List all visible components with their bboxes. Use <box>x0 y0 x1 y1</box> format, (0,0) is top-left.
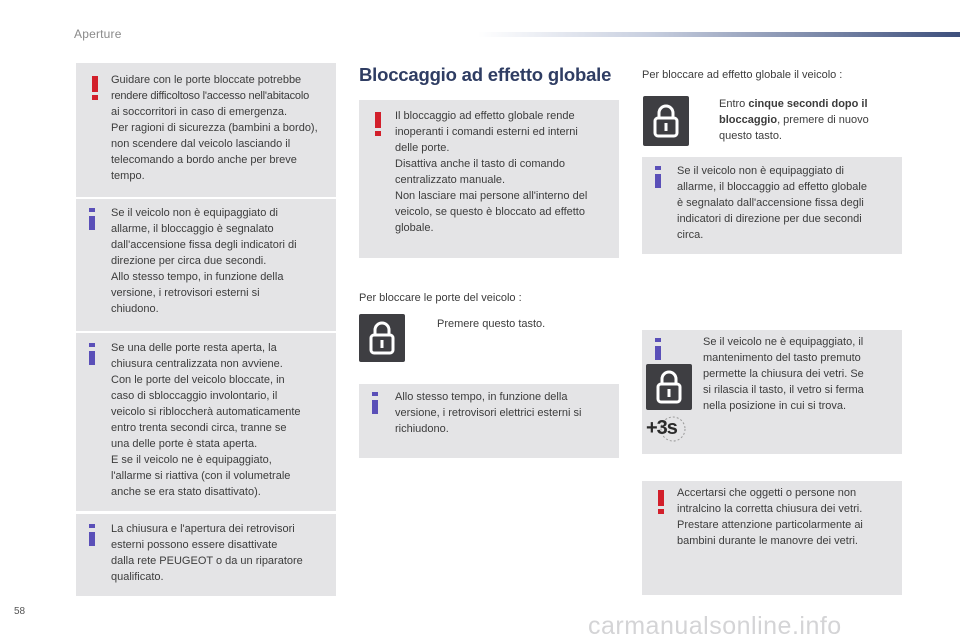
instruction-step-global <box>719 96 899 144</box>
text-line: circa. <box>677 229 704 241</box>
watermark: carmanualsonline.info <box>588 612 842 640</box>
warning-box-windows <box>642 481 902 595</box>
instruction-intro: Per bloccare le porte del veicolo : <box>359 292 522 304</box>
text-line: Allo stesso tempo, in funzione della <box>395 391 568 403</box>
warning-box-doors-locked <box>76 63 336 197</box>
text-line: Per ragioni di sicurezza (bambini a bordo), <box>111 122 318 134</box>
text-line: Il bloccaggio ad effetto globale rende <box>395 110 575 122</box>
text-line: chiudono. <box>111 303 159 315</box>
text-line: versione, i retrovisori esterni si <box>111 287 260 299</box>
warning-exclamation-icon <box>92 76 98 100</box>
info-box-mirrors <box>76 514 336 596</box>
text-line: allarme, il bloccaggio ad effetto globale <box>677 181 867 193</box>
text-line: chiusura centralizzata non avviene. <box>111 358 283 370</box>
text-line: esterni possono essere disattivate <box>111 539 278 551</box>
hold-3-seconds-badge <box>645 414 689 444</box>
text-line: E se il veicolo ne è equipaggiato, <box>111 454 272 466</box>
lock-icon <box>359 314 405 362</box>
text-line: ai soccorritori in caso di emergenza. <box>111 106 288 118</box>
text-line: globale. <box>395 222 434 234</box>
info-box-mirrors-fold <box>359 384 619 458</box>
page-section-title: Aperture <box>74 27 122 41</box>
warning-box-global-lock <box>359 100 619 258</box>
text-line: veicolo si ribloccherà automaticamente <box>111 406 301 418</box>
text-line: Se il veicolo ne è equipaggiato, il <box>703 336 864 348</box>
lock-button-tile <box>646 364 692 410</box>
text-line: Se il veicolo non è equipaggiato di <box>111 207 278 219</box>
text-line: bambini durante le manovre dei vetri. <box>677 535 858 547</box>
lock-icon <box>643 96 689 146</box>
text-line: non scendere dal veicolo lasciando il <box>111 138 291 150</box>
step-emphasis: bloccaggio <box>719 114 778 126</box>
text-line: nella posizione in cui si trova. <box>703 400 847 412</box>
info-box-door-open <box>76 333 336 511</box>
text-line: anche se era stato disattivato). <box>111 486 261 498</box>
hold-duration-label: +3s <box>646 417 677 439</box>
text-line: Disattiva anche il tasto di comando <box>395 158 565 170</box>
text-line: caso di sbloccaggio involontario, il <box>111 390 278 402</box>
text-line: Accertarsi che oggetti o persone non <box>677 487 857 499</box>
text-line: telecomando a bordo anche per breve <box>111 154 297 166</box>
text-line: mantenimento del tasto premuto <box>703 352 861 364</box>
text-line: La chiusura e l'apertura dei retrovisori <box>111 523 295 535</box>
text-line: qualificato. <box>111 571 164 583</box>
text-line: permette la chiusura dei vetri. Se <box>703 368 864 380</box>
info-icon <box>372 392 378 414</box>
text-line: delle porte. <box>395 142 450 154</box>
text-line: centralizzato manuale. <box>395 174 506 186</box>
text-line: Con le porte del veicolo bloccate, in <box>111 374 285 386</box>
text-line: Prestare attenzione particolarmente ai <box>677 519 863 531</box>
page-number: 58 <box>14 606 26 617</box>
text-line: Guidare con le porte bloccate potrebbe <box>111 74 302 86</box>
step-emphasis: cinque secondi dopo il <box>748 98 868 110</box>
info-icon <box>89 208 95 230</box>
info-icon <box>89 343 95 365</box>
text-line: dalla rete PEUGEOT o da un riparatore <box>111 555 303 567</box>
info-box-no-alarm <box>76 199 336 331</box>
instruction-intro-global: Per bloccare ad effetto globale il veicolo : <box>642 69 843 81</box>
info-box-global-signal <box>642 157 902 254</box>
text-line: Allo stesso tempo, in funzione della <box>111 271 284 283</box>
info-icon <box>89 524 95 546</box>
info-icon <box>655 338 661 360</box>
instruction-step: Premere questo tasto. <box>437 318 546 330</box>
text-line: Se il veicolo non è equipaggiato di <box>677 165 844 177</box>
step-text: Entro <box>719 98 749 110</box>
text-line: allarme, il bloccaggio è segnalato <box>111 223 274 235</box>
text-line: Se una delle porte resta aperta, la <box>111 342 277 354</box>
text-line: intralcino la corretta chiusura dei vetri. <box>677 503 863 515</box>
text-line: rendere difficoltoso l'accesso nell'abitacolo <box>111 90 310 102</box>
step-text: questo tasto. <box>719 130 782 142</box>
warning-exclamation-icon <box>375 112 381 136</box>
text-line: è segnalato dall'accensione fissa degli <box>677 197 864 209</box>
text-line: entro trenta secondi circa, tranne se <box>111 422 287 434</box>
step-text: , premere di nuovo <box>777 114 869 126</box>
text-line: tempo. <box>111 170 145 182</box>
warning-exclamation-icon <box>658 490 664 514</box>
text-line: versione, i retrovisori elettrici esterni si <box>395 407 582 419</box>
text-line: una delle porte è stata aperta. <box>111 438 258 450</box>
text-line: inoperanti i comandi esterni ed interni <box>395 126 578 138</box>
text-line: l'allarme si riattiva (con il volumetrale <box>111 470 291 482</box>
info-icon <box>655 166 661 188</box>
header-gradient-bar <box>478 32 960 37</box>
text-line: direzione per circa due secondi. <box>111 255 267 267</box>
text-line: si rilascia il tasto, il vetro si ferma <box>703 384 864 396</box>
lock-button-tile <box>359 314 405 362</box>
lock-icon <box>646 364 692 410</box>
text-line: richiudono. <box>395 423 449 435</box>
lock-button-tile <box>643 96 689 146</box>
text-line: indicatori di direzione per due secondi <box>677 213 862 225</box>
text-line: veicolo, se questo è bloccato ad effetto <box>395 206 585 218</box>
text-line: dall'accensione fissa degli indicatori di <box>111 239 297 251</box>
text-line: Non lasciare mai persone all'interno del <box>395 190 588 202</box>
section-title: Bloccaggio ad effetto globale <box>359 64 612 85</box>
